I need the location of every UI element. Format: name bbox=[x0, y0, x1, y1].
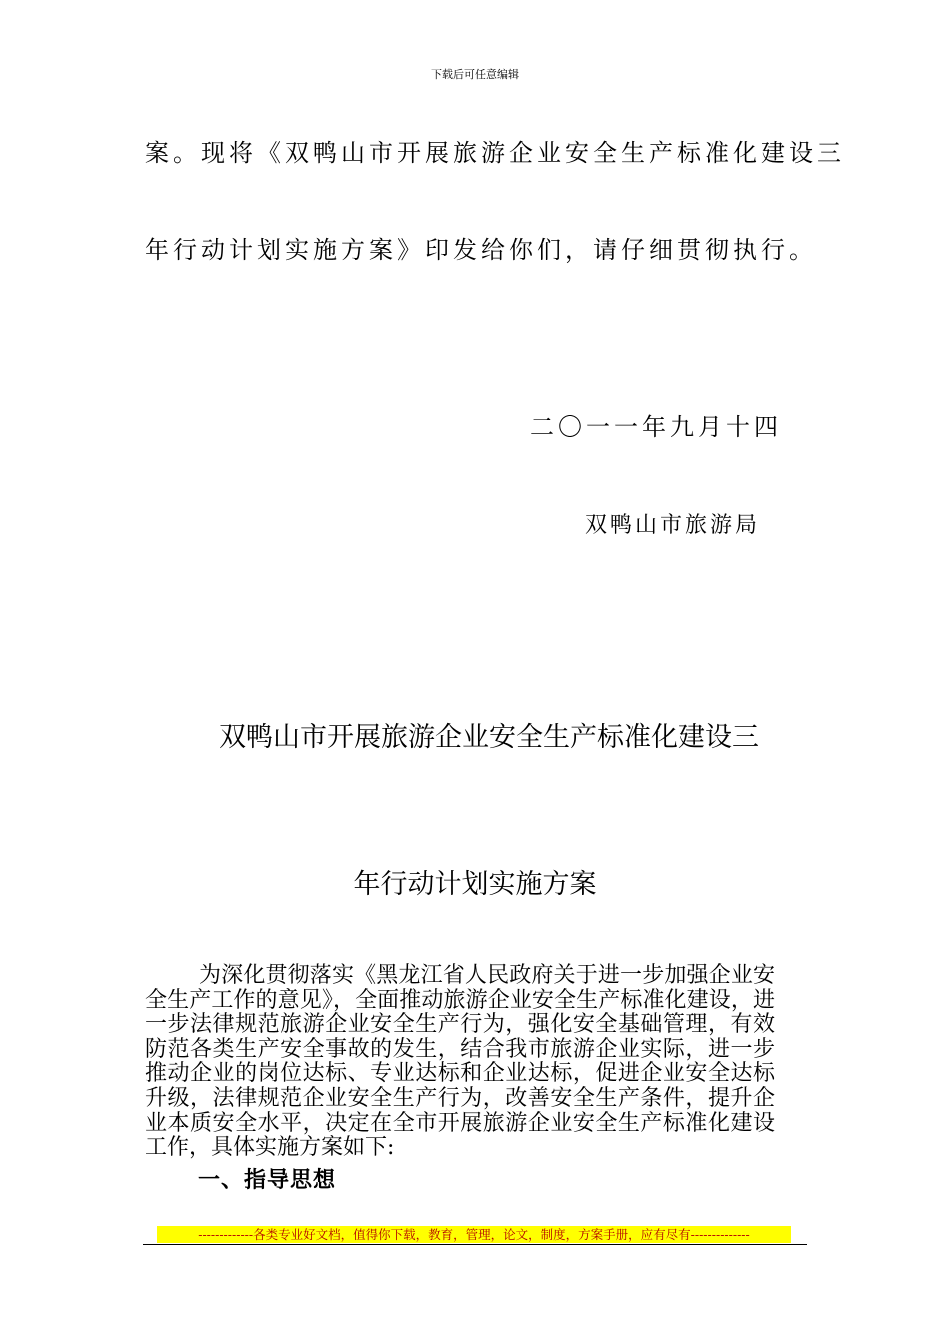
letter-date: 二〇一一年九月十四 bbox=[530, 413, 782, 441]
letter-text-line-2: 年行动计划实施方案》印发给你们，请仔细贯彻执行。 bbox=[145, 236, 817, 264]
intro-paragraph: 为深化贯彻落实《黑龙江省人民政府关于进一步加强企业安全生产工作的意见》，全面推动旅游企业安全生产标准化建设，进一步法律规范旅游企业安全生产行为，强化安全基础管理，有效防范各类生产安全事故的发生，结合我市旅游企业实际，进一步推动企业的岗位达标、专业达标和企业达标，促进企业安全达标升级，法律规范企业安全生产行为，改善安全生产条件，提升企业本质安全水平，决定在全市开展旅游企业安全生产标准化建设工作，具体实施方案如下: bbox=[145, 963, 775, 1161]
document-title-line-2: 年行动计划实施方案 bbox=[353, 869, 597, 900]
page-header-note: 下载后可任意编辑 bbox=[431, 68, 519, 81]
section-heading: 一、指导思想 bbox=[198, 1167, 337, 1193]
issuing-organization: 双鸭山市旅游局 bbox=[585, 513, 761, 538]
footer-promo-banner: -------------各类专业好文档，值得你下载，教育，管理，论文，制度，方案手册，应有尽有-------------- bbox=[157, 1226, 791, 1243]
footer-divider bbox=[143, 1244, 807, 1245]
document-title-line-1: 双鸭山市开展旅游企业安全生产标准化建设三 bbox=[219, 722, 759, 753]
letter-text-line-1: 案。现将《双鸭山市开展旅游企业安全生产标准化建设三 bbox=[145, 139, 845, 167]
